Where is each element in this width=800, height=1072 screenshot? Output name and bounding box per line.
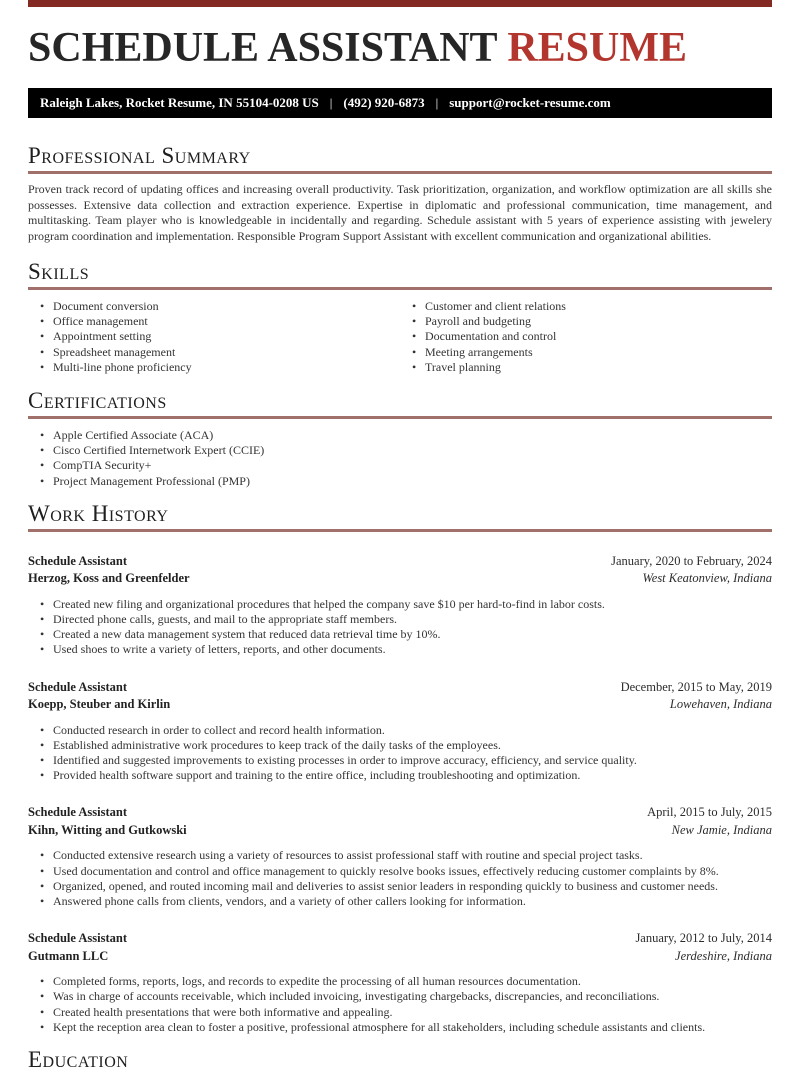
job-company-row [28,948,772,966]
list-item: • Established administrative work procedures to keep track of the daily tasks of the employees. [40,738,772,753]
list-item: • Documentation and control [412,329,772,344]
job-bullets [40,723,772,784]
section-divider [28,416,772,419]
job-company: Koepp, Steuber and Kirlin [28,697,171,712]
list-item: • Meeting arrangements [412,345,772,360]
contact-separator: | [435,95,439,110]
list-item: • Used documentation and control and office management to quickly resolve books issues, effectively reducing customer complaints by 8%. [40,864,772,879]
page-title [28,26,772,70]
job-title: Schedule Assistant [28,553,127,568]
list-item: • Directed phone calls, guests, and mail to the appropriate staff members. [40,612,772,627]
list-item: • Answered phone calls from clients, vendors, and a variety of other callers looking for information. [40,894,772,909]
job-company-row [28,822,772,840]
list-item: • Created health presentations that were both informative and appealing. [40,1005,772,1020]
resume-page [0,26,800,1072]
job-location: West Keatonview, Indiana [642,571,772,586]
page-title-accent: RESUME [507,25,688,71]
job-title-row [28,553,772,571]
certifications-list [40,428,772,489]
job-bullets [40,974,772,1035]
list-item: • Kept the reception area clean to foster a positive, professional atmosphere for all stakeholders, including schedule assistants and clients. [40,1020,772,1035]
contact-email: support@rocket-resume.com [449,95,611,110]
page-title-main: SCHEDULE ASSISTANT [28,25,497,71]
contact-address: Raleigh Lakes, Rocket Resume, IN 55104-0208 US [40,95,319,110]
job-company-row [28,570,772,588]
job-location: Lowehaven, Indiana [669,697,772,712]
job-location: Jerdeshire, Indiana [675,948,772,963]
job-entry [28,553,772,658]
section-certifications [28,389,772,489]
section-heading-skills: Skills [28,259,90,284]
list-item: • Completed forms, reports, logs, and records to expedite the processing of all human resources documentation. [40,974,772,989]
section-professional-summary [28,144,772,244]
list-item: • Customer and client relations [412,299,772,314]
job-company: Kihn, Witting and Gutkowski [28,822,187,837]
job-title-row [28,679,772,697]
section-work-history [28,502,772,1035]
section-heading-work-history: Work History [28,500,169,526]
job-entry [28,679,772,784]
list-item: • Used shoes to write a variety of letters, reports, and other documents. [40,642,772,657]
section-divider [28,529,772,532]
job-dates: April, 2015 to July, 2015 [647,805,772,820]
list-item: • Cisco Certified Internetwork Expert (CCIE) [40,443,772,458]
list-item: • Identified and suggested improvements to existing processes in order to improve accuracy, efficiency, and service quality. [40,753,772,768]
contact-separator: | [329,95,333,110]
list-item: • Spreadsheet management [40,345,400,360]
skills-column-left [40,299,400,375]
list-item: • Appointment setting [40,329,400,344]
job-entry [28,930,772,1035]
section-heading-certifications: Certifications [28,388,167,414]
job-title-row [28,804,772,822]
section-education [28,1048,772,1072]
job-bullets [40,848,772,909]
list-item: • Was in charge of accounts receivable, which included invoicing, investigating chargebacks, discrepancies, and reconciliations. [40,989,772,1004]
job-location: New Jamie, Indiana [671,822,772,837]
list-item: • Document conversion [40,299,400,314]
job-company: Herzog, Koss and Greenfelder [28,571,190,586]
skills-column-right [412,299,772,375]
skills-columns [28,290,772,375]
list-item: • Created new filing and organizational procedures that helped the company save $10 per hard-to-find in labor costs. [40,597,772,612]
section-heading-education: Education [28,1047,129,1072]
job-title: Schedule Assistant [28,679,127,694]
contact-phone: (492) 920-6873 [343,95,425,110]
job-company-row [28,696,772,714]
top-accent-bar [28,0,772,7]
list-item: • Payroll and budgeting [412,314,772,329]
list-item: • Apple Certified Associate (ACA) [40,428,772,443]
job-entry [28,804,772,909]
list-item: • CompTIA Security+ [40,458,772,473]
list-item: • Project Management Professional (PMP) [40,474,772,489]
job-dates: January, 2020 to February, 2024 [611,553,772,568]
job-title: Schedule Assistant [28,931,127,946]
contact-bar [28,88,772,118]
job-dates: December, 2015 to May, 2019 [620,679,772,694]
list-item: • Provided health software support and training to the entire office, including troubleshooting and optimization. [40,768,772,783]
job-title: Schedule Assistant [28,805,127,820]
section-skills [28,260,772,375]
job-title-row [28,930,772,948]
list-item: • Created a new data management system that reduced data retrieval time by 10%. [40,627,772,642]
job-bullets [40,597,772,658]
list-item: • Conducted research in order to collect and record health information. [40,723,772,738]
list-item: • Travel planning [412,360,772,375]
job-company: Gutmann LLC [28,948,109,963]
summary-paragraph: Proven track record of updating offices and increasing overall productivity. Task prioritization, organization, and workflow optimization are all skills she possesses. Extensive data collection and extraction experience. Expertise in diplomatic and professional communication, time management, and multitasking. Team player who is knowledgeable in incidentally and regarding. Schedule assistant with 5 years of experience assisting with jewelery program coordination and implementation. Responsible Program Support Assistant with excellent communication and organizational abilities. [28,182,772,243]
list-item: • Office management [40,314,400,329]
list-item: • Conducted extensive research using a variety of resources to assist professional staff with routine and special project tasks. [40,848,772,863]
list-item: • Organized, opened, and routed incoming mail and deliveries to assist senior leaders in responding quickly to business and customer needs. [40,879,772,894]
list-item: • Multi-line phone proficiency [40,360,400,375]
section-heading-summary: Professional Summary [28,143,251,168]
job-dates: January, 2012 to July, 2014 [635,931,772,946]
section-divider [28,171,772,174]
